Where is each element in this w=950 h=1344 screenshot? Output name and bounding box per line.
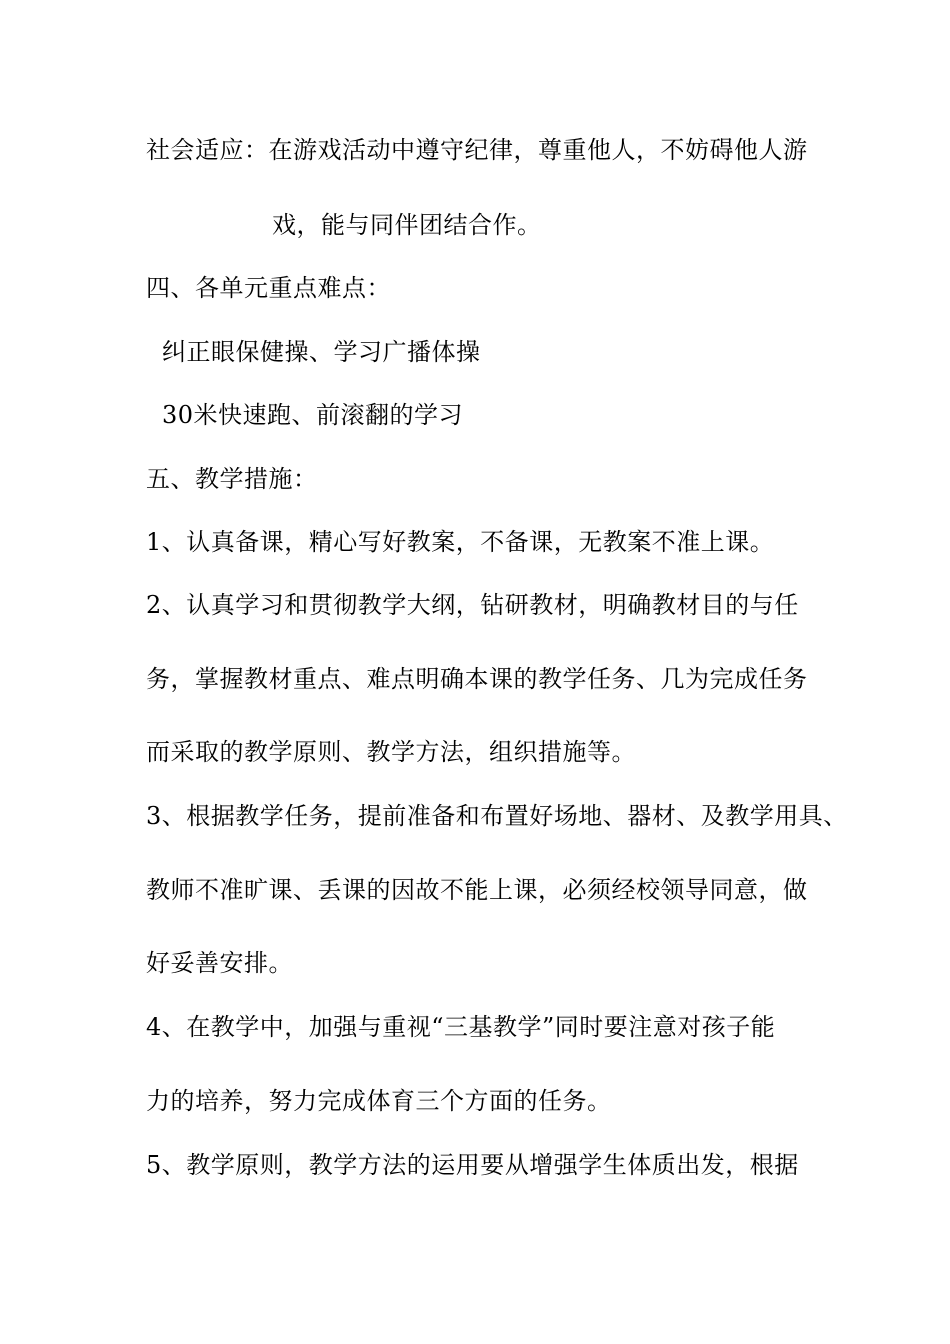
section-heading-measures: 五、教学措施： [146, 465, 318, 493]
measure-item-2: 2、认真学习和贯彻教学大纲，钻研教材，明确教材目的与任 [146, 591, 799, 619]
key-point-item: 30米快速跑、前滚翻的学习 [162, 401, 464, 429]
key-point-item: 纠正眼保健操、学习广播体操 [162, 338, 481, 366]
measure-item-3: 3、根据教学任务，提前准备和布置好场地、器材、及教学用具、 [146, 802, 848, 830]
measure-item-5: 5、教学原则，教学方法的运用要从增强学生体质出发，根据 [146, 1151, 799, 1179]
section-heading-key-points: 四、各单元重点难点： [146, 274, 391, 302]
measure-item-2-continued: 而采取的教学原则、教学方法，组织措施等。 [146, 738, 636, 766]
measure-item-4: 4、在教学中，加强与重视“三基教学”同时要注意对孩子能 [146, 1013, 776, 1041]
social-adaptation-line: 社会适应：在游戏活动中遵守纪律，尊重他人，不妨碍他人游 [146, 136, 808, 164]
measure-item-4-continued: 力的培养，努力完成体育三个方面的任务。 [146, 1087, 612, 1115]
social-adaptation-continued: 戏，能与同伴团结合作。 [272, 211, 542, 239]
measure-item-2-continued: 务，掌握教材重点、难点明确本课的教学任务、几为完成任务 [146, 665, 808, 693]
measure-item-3-continued: 好妥善安排。 [146, 949, 293, 977]
measure-item-3-continued: 教师不准旷课、丢课的因故不能上课，必须经校领导同意，做 [146, 876, 808, 904]
measure-item-1: 1、认真备课，精心写好教案，不备课，无教案不准上课。 [146, 528, 775, 556]
